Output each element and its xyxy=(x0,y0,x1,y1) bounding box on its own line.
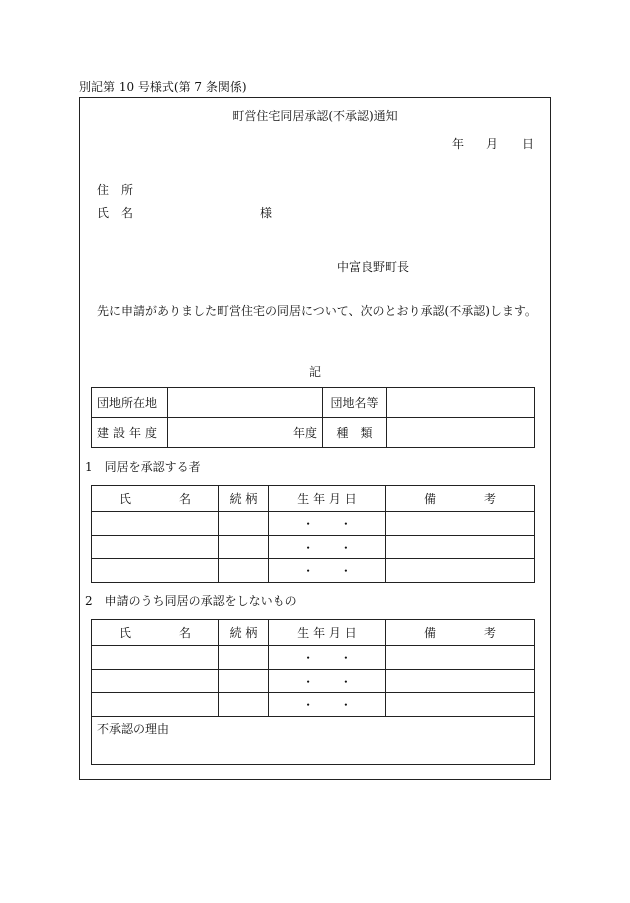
honorific-sama: 様 xyxy=(260,206,273,220)
cell-name xyxy=(92,693,219,717)
table-row xyxy=(92,536,535,559)
header-relation: 続 柄 xyxy=(219,620,269,646)
date-month: 月 xyxy=(486,137,499,151)
section1-heading: 1 同居を承認する者 xyxy=(85,460,201,474)
sender-title: 中富良野町長 xyxy=(337,260,410,274)
document-title: 町営住宅同居承認(不承認)通知 xyxy=(232,109,398,123)
cell-name xyxy=(92,536,219,559)
cell-birthdate: ・ ・ xyxy=(269,559,386,583)
cell-birthdate: ・ ・ xyxy=(269,512,386,536)
section2-heading: 2 申請のうち同居の承認をしないもの xyxy=(85,594,297,608)
cell-relation xyxy=(219,559,269,583)
cell-remarks xyxy=(386,512,535,536)
table-row xyxy=(92,559,535,583)
cell-remarks xyxy=(386,646,535,670)
table-row xyxy=(92,512,535,536)
header-name: 氏 名 xyxy=(92,486,219,512)
cell-birthdate: ・ ・ xyxy=(269,536,386,559)
complex-name-label: 団地名等 xyxy=(323,388,387,418)
location-value xyxy=(168,388,323,418)
cell-remarks xyxy=(386,559,535,583)
cell-relation xyxy=(219,512,269,536)
cell-name xyxy=(92,646,219,670)
date-day: 日 xyxy=(522,137,535,151)
cell-relation xyxy=(219,693,269,717)
name-label: 氏 名 xyxy=(97,206,134,220)
header-birthdate: 生 年 月 日 xyxy=(269,620,386,646)
table-row xyxy=(92,670,535,693)
header-relation: 続 柄 xyxy=(219,486,269,512)
build-year-label: 建設年度 xyxy=(92,418,168,448)
header-remarks: 備 考 xyxy=(386,620,535,646)
cell-birthdate: ・ ・ xyxy=(269,646,386,670)
cell-birthdate: ・ ・ xyxy=(269,693,386,717)
complex-name-value xyxy=(387,388,535,418)
cell-name xyxy=(92,512,219,536)
header-birthdate: 生 年 月 日 xyxy=(269,486,386,512)
approved-persons-table xyxy=(91,485,535,583)
header-name: 氏 名 xyxy=(92,620,219,646)
table-row xyxy=(92,646,535,670)
build-year-value xyxy=(168,418,323,448)
header-remarks: 備 考 xyxy=(386,486,535,512)
cell-name xyxy=(92,670,219,693)
location-label: 団地所在地 xyxy=(92,388,168,418)
type-label: 種 類 xyxy=(323,418,387,448)
cell-birthdate: ・ ・ xyxy=(269,670,386,693)
reason-row xyxy=(92,717,535,765)
not-approved-persons-table xyxy=(91,619,535,765)
reason-label: 不承認の理由 xyxy=(92,717,535,765)
year-suffix: 年度 xyxy=(292,426,317,440)
cell-relation xyxy=(219,670,269,693)
cell-remarks xyxy=(386,693,535,717)
ki-heading: 記 xyxy=(308,365,321,379)
address-label: 住 所 xyxy=(97,183,134,197)
cell-relation xyxy=(219,536,269,559)
cell-remarks xyxy=(386,536,535,559)
type-value xyxy=(387,418,535,448)
cell-remarks xyxy=(386,670,535,693)
cell-relation xyxy=(219,646,269,670)
table-row xyxy=(92,693,535,717)
form-number-label: 別記第 10 号様式(第 7 条関係) xyxy=(79,80,247,94)
complex-info-table xyxy=(91,387,535,448)
date-year: 年 xyxy=(452,137,465,151)
body-text: 先に申請がありました町営住宅の同居について、次のとおり承認(不承認)します。 xyxy=(97,304,537,318)
cell-name xyxy=(92,559,219,583)
